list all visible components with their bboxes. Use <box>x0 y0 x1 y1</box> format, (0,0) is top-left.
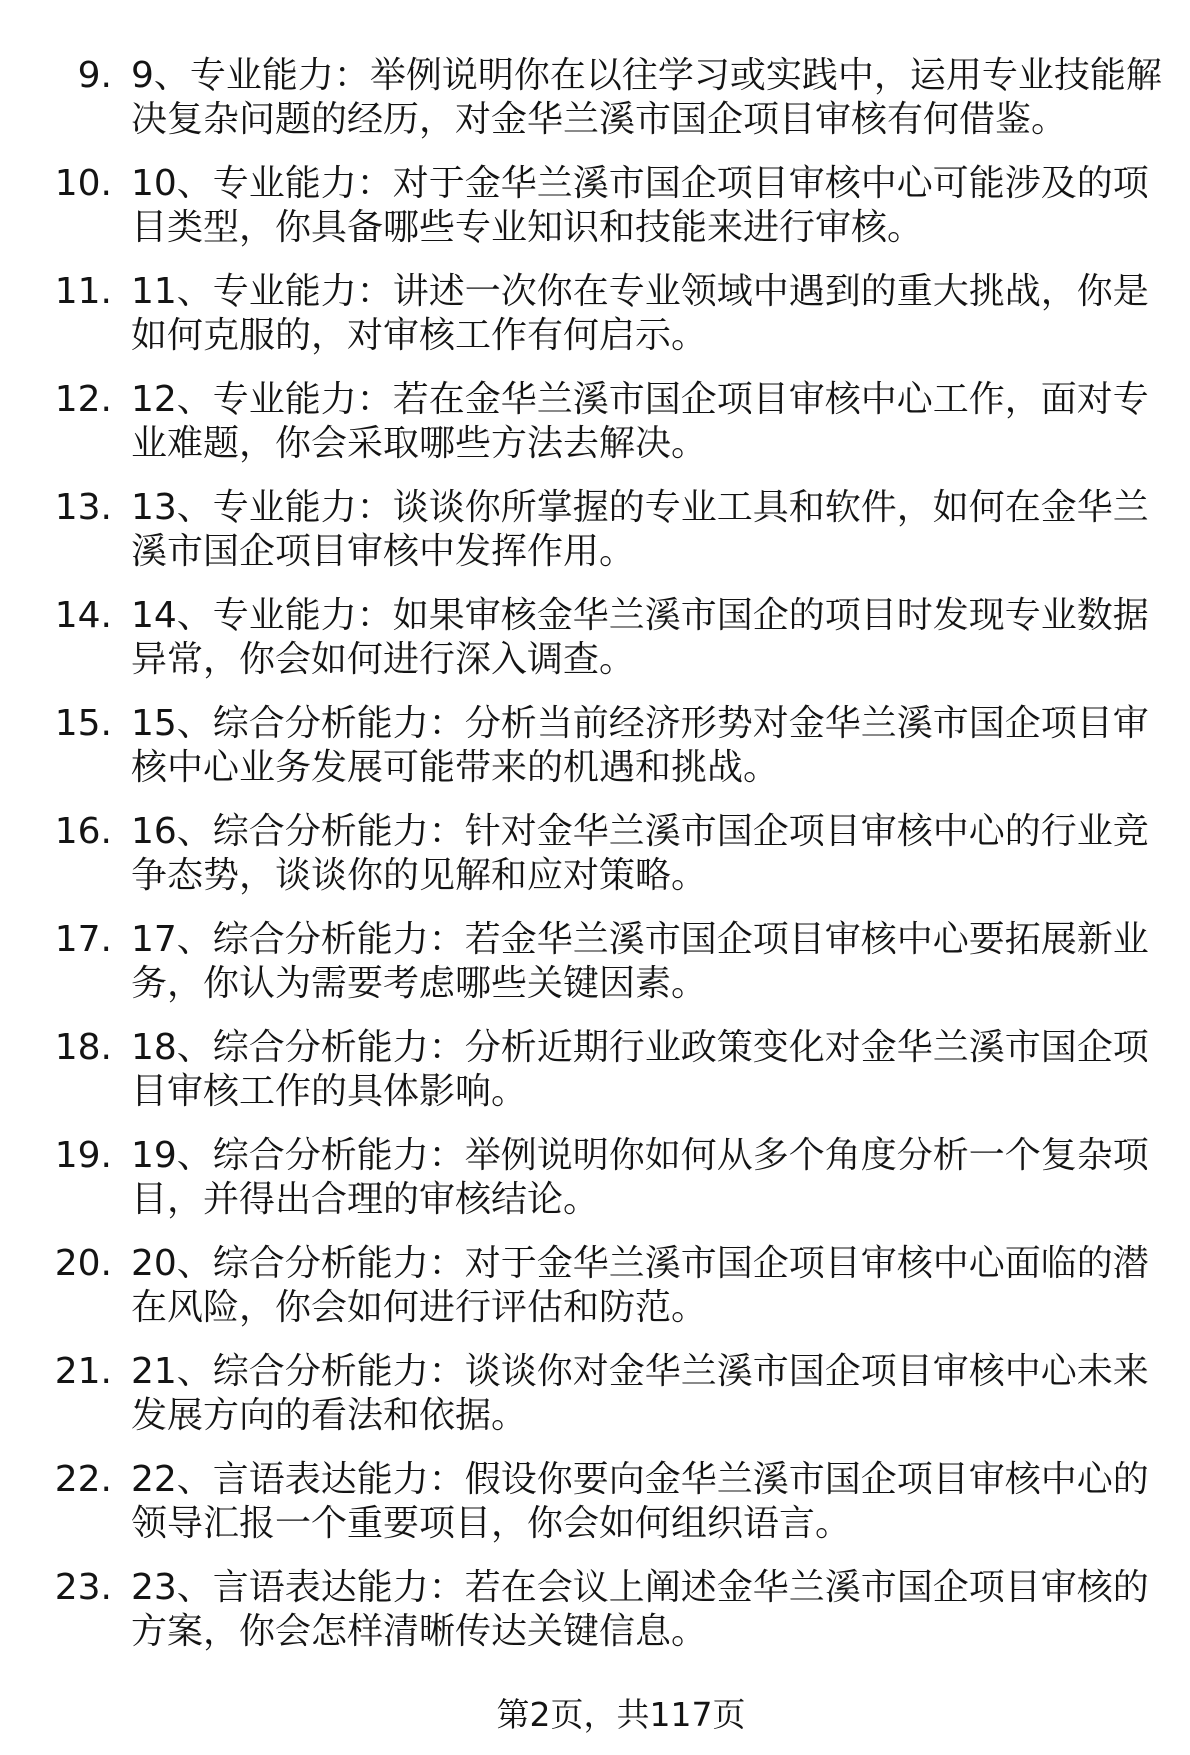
question-number: 15. <box>54 703 112 744</box>
question-text-line: 务，你认为需要考虑哪些关键因素。 <box>131 963 708 1004</box>
question-text-line: 19、综合分析能力：举例说明你如何从多个角度分析一个复杂项 <box>131 1135 1149 1176</box>
question-number: 20. <box>54 1243 112 1284</box>
question-text <box>131 1242 1183 1330</box>
question-text-line: 决复杂问题的经历，对金华兰溪市国企项目审核有何借鉴。 <box>131 99 1068 140</box>
question-text <box>131 1566 1183 1654</box>
question-item <box>0 162 1190 250</box>
question-text-line: 10、专业能力：对于金华兰溪市国企项目审核中心可能涉及的项 <box>131 163 1149 204</box>
question-text <box>131 1134 1183 1222</box>
question-number: 13. <box>54 487 112 528</box>
question-text <box>131 1458 1183 1546</box>
question-number: 12. <box>54 379 112 420</box>
question-text-line: 如何克服的，对审核工作有何启示。 <box>131 315 708 356</box>
question-text-line: 业难题，你会采取哪些方法去解决。 <box>131 423 708 464</box>
question-item <box>0 810 1190 898</box>
question-number: 11. <box>54 271 112 312</box>
question-text-line: 18、综合分析能力：分析近期行业政策变化对金华兰溪市国企项 <box>131 1027 1149 1068</box>
question-text <box>131 1350 1183 1438</box>
question-text-line: 目类型，你具备哪些专业知识和技能来进行审核。 <box>131 207 924 248</box>
question-text <box>131 378 1183 466</box>
question-item <box>0 1566 1190 1654</box>
question-item <box>0 1458 1190 1546</box>
question-text-line: 领导汇报一个重要项目，你会如何组织语言。 <box>131 1503 852 1544</box>
question-text <box>131 486 1183 574</box>
question-number: 16. <box>54 811 112 852</box>
question-text <box>131 810 1183 898</box>
question-text-line: 发展方向的看法和依据。 <box>131 1395 528 1436</box>
question-item <box>0 378 1190 466</box>
question-number: 10. <box>54 163 112 204</box>
question-item <box>0 1242 1190 1330</box>
question-text <box>131 1026 1183 1114</box>
question-item <box>0 54 1190 142</box>
question-text-line: 目审核工作的具体影响。 <box>131 1071 528 1112</box>
question-text-line: 12、专业能力：若在金华兰溪市国企项目审核中心工作，面对专 <box>131 379 1149 420</box>
question-text-line: 17、综合分析能力：若金华兰溪市国企项目审核中心要拓展新业 <box>131 919 1149 960</box>
question-text-line: 争态势，谈谈你的见解和应对策略。 <box>131 855 708 896</box>
question-text <box>131 702 1183 790</box>
question-text <box>131 162 1183 250</box>
question-text-line: 11、专业能力：讲述一次你在专业领域中遇到的重大挑战，你是 <box>131 271 1149 312</box>
question-text-line: 异常，你会如何进行深入调查。 <box>131 639 636 680</box>
question-text-line: 方案，你会怎样清晰传达关键信息。 <box>131 1611 708 1652</box>
question-text-line: 核中心业务发展可能带来的机遇和挑战。 <box>131 747 780 788</box>
question-text-line: 15、综合分析能力：分析当前经济形势对金华兰溪市国企项目审 <box>131 703 1149 744</box>
question-item <box>0 594 1190 682</box>
question-text-line: 14、专业能力：如果审核金华兰溪市国企的项目时发现专业数据 <box>131 595 1149 636</box>
question-text-line: 9、专业能力：举例说明你在以往学习或实践中，运用专业技能解 <box>131 55 1162 96</box>
question-number: 17. <box>54 919 112 960</box>
question-text <box>131 270 1183 358</box>
question-item <box>0 702 1190 790</box>
question-text <box>131 918 1183 1006</box>
question-item <box>0 1026 1190 1114</box>
question-text <box>131 54 1183 142</box>
question-number: 19. <box>54 1135 112 1176</box>
question-text-line: 13、专业能力：谈谈你所掌握的专业工具和软件，如何在金华兰 <box>131 487 1149 528</box>
question-number: 22. <box>54 1459 112 1500</box>
question-item <box>0 918 1190 1006</box>
question-number: 9. <box>77 55 112 96</box>
question-text-line: 在风险，你会如何进行评估和防范。 <box>131 1287 708 1328</box>
question-text-line: 目，并得出合理的审核结论。 <box>131 1179 600 1220</box>
question-item <box>0 1350 1190 1438</box>
question-text-line: 20、综合分析能力：对于金华兰溪市国企项目审核中心面临的潜 <box>131 1243 1149 1284</box>
question-number: 23. <box>54 1567 112 1608</box>
question-text <box>131 594 1183 682</box>
page-number-footer: 第2页，共117页 <box>496 1695 746 1734</box>
question-item <box>0 1134 1190 1222</box>
question-text-line: 23、言语表达能力：若在会议上阐述金华兰溪市国企项目审核的 <box>131 1567 1149 1608</box>
question-text-line: 溪市国企项目审核中发挥作用。 <box>131 531 636 572</box>
question-text-line: 21、综合分析能力：谈谈你对金华兰溪市国企项目审核中心未来 <box>131 1351 1149 1392</box>
question-item <box>0 486 1190 574</box>
question-item <box>0 270 1190 358</box>
question-number: 18. <box>54 1027 112 1068</box>
question-list <box>0 54 1190 1674</box>
question-number: 21. <box>54 1351 112 1392</box>
question-number: 14. <box>54 595 112 636</box>
question-text-line: 16、综合分析能力：针对金华兰溪市国企项目审核中心的行业竞 <box>131 811 1149 852</box>
question-text-line: 22、言语表达能力：假设你要向金华兰溪市国企项目审核中心的 <box>131 1459 1149 1500</box>
